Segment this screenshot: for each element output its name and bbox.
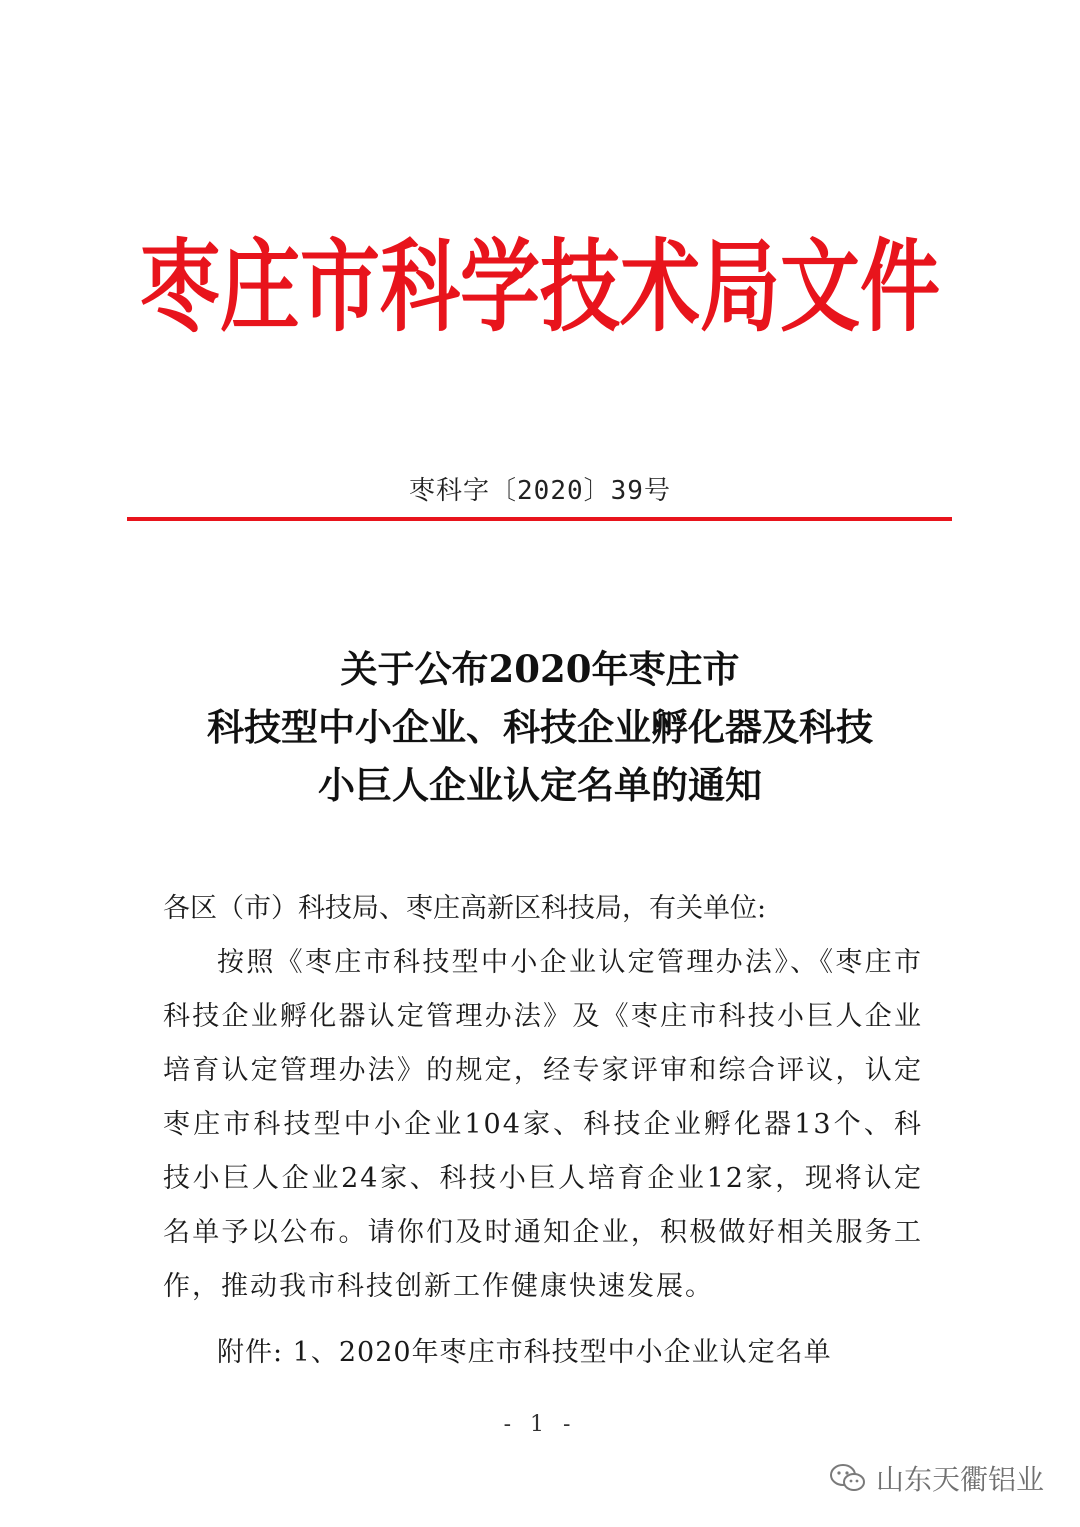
watermark-text: 山东天衢铝业	[875, 1463, 1044, 1496]
agency-header-title: 枣庄市科学技术局文件	[140, 227, 940, 345]
wechat-icon	[830, 1463, 866, 1493]
notice-body	[163, 882, 923, 1380]
red-divider-line	[127, 517, 952, 521]
body-paragraph: 按照《枣庄市科技型中小企业认定管理办法》、《枣庄市科技企业孵化器认定管理办法》及《枣庄市科技小巨人企业培育认定管理办法》的规定，经专家评审和综合评议，认定枣庄市科技型中小企业104家、科技企业孵化器13个、科技小巨人企业24家、科技小巨人培育企业12家，现将认定名单予以公布。请你们及时通知企业，积极做好相关服务工作，推动我市科技创新工作健康快速发展。	[163, 947, 923, 1302]
page-number: - 1 -	[503, 1412, 577, 1437]
salutation: 各区（市）科技局、枣庄高新区科技局，有关单位:	[163, 893, 767, 924]
notice-title-line-3: 小巨人企业认定名单的通知	[318, 763, 762, 807]
attachment-line: 附件: 1、2020年枣庄市科技型中小企业认定名单	[217, 1337, 832, 1368]
document-number: 枣科字〔2020〕39号	[409, 476, 671, 506]
notice-title-line-2: 科技型中小企业、科技企业孵化器及科技	[207, 705, 873, 749]
notice-title-line-1: 关于公布2020年枣庄市	[340, 647, 740, 691]
watermark	[830, 1458, 1044, 1498]
notice-title	[120, 640, 960, 814]
